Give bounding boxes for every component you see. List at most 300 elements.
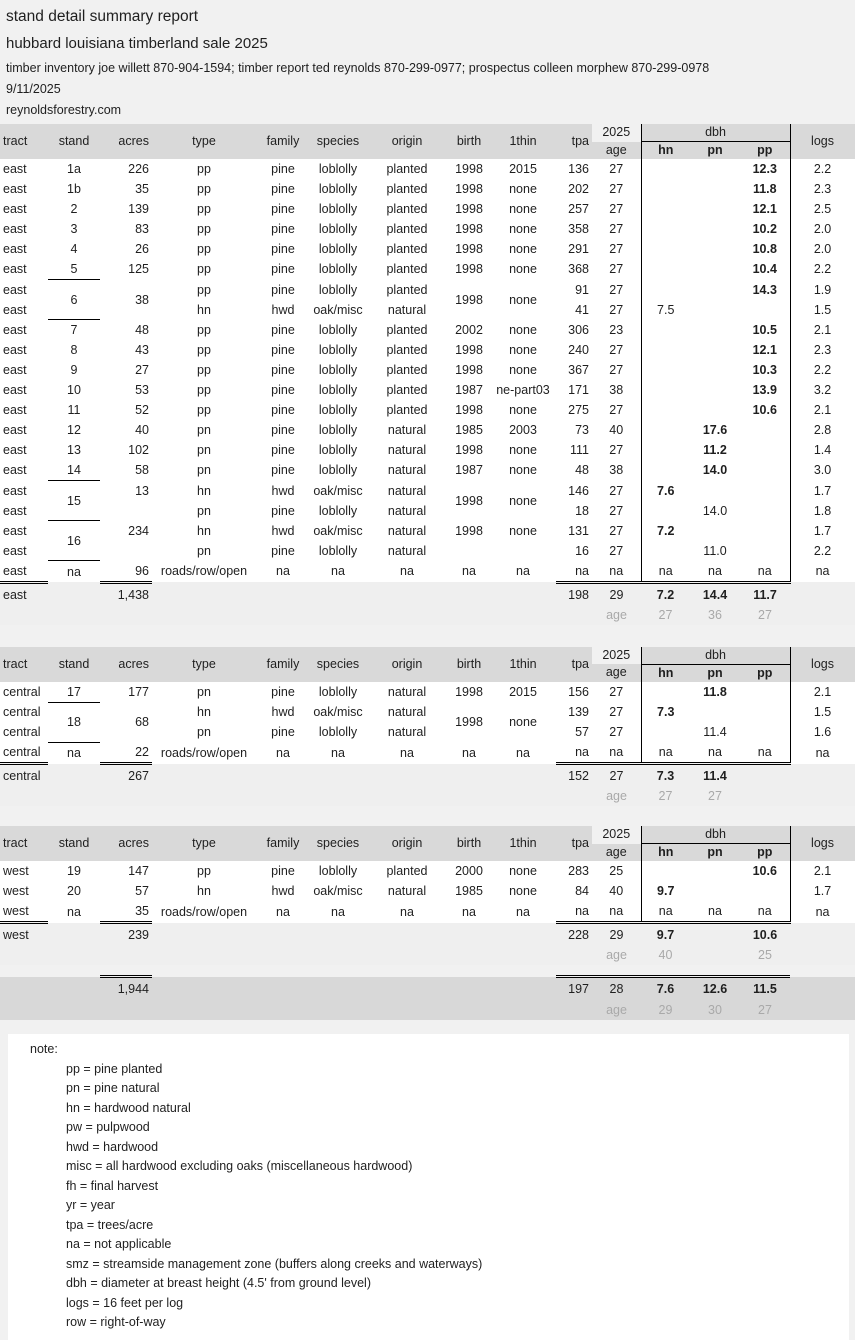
cell-species: loblolly — [310, 722, 366, 742]
cell-thin: na — [490, 561, 556, 583]
summary-cell-acres: 1,438 — [100, 582, 152, 606]
summary-cell-pp: 10.6 — [740, 923, 790, 947]
stand-tables — [0, 124, 855, 1020]
summary-age-cell-thin — [490, 787, 556, 806]
cell-tract: east — [0, 179, 48, 199]
cell-family: pine — [256, 861, 310, 881]
cell-tract: east — [0, 440, 48, 460]
cell-thin: none — [490, 340, 556, 360]
cell-family: pine — [256, 280, 310, 300]
col-header-tpa: tpa — [556, 124, 592, 159]
cell-acres: 22 — [100, 742, 152, 764]
cell-pn — [690, 861, 740, 881]
cell-species: loblolly — [310, 159, 366, 179]
cell-thin: none — [490, 320, 556, 341]
cell-species: loblolly — [310, 501, 366, 521]
cell-thin: none — [490, 199, 556, 219]
cell-birth: 1998 — [448, 179, 490, 199]
summary-age-cell-species — [310, 787, 366, 806]
cell-logs: 1.8 — [790, 501, 855, 521]
summary-cell-thin — [490, 977, 556, 1002]
cell-species: loblolly — [310, 541, 366, 561]
cell-type: hn — [152, 481, 256, 501]
cell-family: hwd — [256, 521, 310, 541]
cell-type: pp — [152, 219, 256, 239]
col-header-tpa: tpa — [556, 647, 592, 682]
note-item: fh = final harvest — [66, 1178, 159, 1193]
summary-cell-birth — [448, 923, 490, 947]
summary-age-cell-family — [256, 606, 310, 625]
cell-type: pn — [152, 460, 256, 481]
cell-stand: 2 — [48, 199, 100, 219]
cell-hn: 7.3 — [641, 702, 690, 722]
cell-age: 27 — [592, 179, 641, 199]
cell-family: pine — [256, 420, 310, 440]
cell-tract: east — [0, 561, 48, 583]
cell-logs: 1.9 — [790, 280, 855, 300]
cell-family: pine — [256, 360, 310, 380]
summary-age-cell-species — [310, 946, 366, 965]
summary-cell-age: 29 — [592, 923, 641, 947]
summary-age-cell-thin — [490, 1001, 556, 1020]
cell-age: na — [592, 561, 641, 583]
summary-age-cell-thin — [490, 946, 556, 965]
cell-type: hn — [152, 300, 256, 320]
cell-stand: na — [48, 561, 100, 583]
cell-age: 38 — [592, 380, 641, 400]
notes-heading: note: — [30, 1042, 58, 1056]
cell-family: pine — [256, 320, 310, 341]
summary-age-cell-age: age — [592, 1001, 641, 1020]
cell-age: 27 — [592, 521, 641, 541]
note-item: hn = hardwood natural — [66, 1100, 191, 1115]
cell-hn: na — [641, 901, 690, 923]
summary-age-cell-acres — [100, 1001, 152, 1020]
cell-acres — [100, 541, 152, 561]
cell-tpa: 275 — [556, 400, 592, 420]
summary-age-cell-tract — [0, 606, 48, 625]
summary-cell-logs — [790, 582, 855, 606]
cell-tpa: 57 — [556, 722, 592, 742]
cell-logs: 1.5 — [790, 300, 855, 320]
summary-age-cell-tpa — [556, 787, 592, 806]
col-header-acres: acres — [100, 124, 152, 159]
cell-thin: none — [490, 702, 556, 742]
cell-stand: 11 — [48, 400, 100, 420]
cell-logs: na — [790, 742, 855, 764]
cell-tract: east — [0, 239, 48, 259]
cell-pp: 10.4 — [740, 259, 790, 280]
cell-species: loblolly — [310, 460, 366, 481]
cell-tpa: 368 — [556, 259, 592, 280]
cell-pp: 10.3 — [740, 360, 790, 380]
summary-row — [0, 764, 855, 788]
cell-tpa: 202 — [556, 179, 592, 199]
cell-acres: 35 — [100, 179, 152, 199]
cell-hn: na — [641, 742, 690, 764]
cell-tract: east — [0, 159, 48, 179]
cell-type: pn — [152, 420, 256, 440]
summary-age-cell-family — [256, 946, 310, 965]
summary-cell-logs — [790, 977, 855, 1002]
summary-cell-origin — [366, 582, 448, 606]
cell-acres: 139 — [100, 199, 152, 219]
cell-species: loblolly — [310, 239, 366, 259]
summary-cell-tpa: 152 — [556, 764, 592, 788]
col-header-species: species — [310, 826, 366, 861]
cell-logs: 1.4 — [790, 440, 855, 460]
summary-age-cell-birth — [448, 606, 490, 625]
note-item: na = not applicable — [66, 1237, 172, 1251]
table-row — [0, 420, 855, 440]
cell-stand: 10 — [48, 380, 100, 400]
cell-hn — [641, 239, 690, 259]
cell-thin: none — [490, 259, 556, 280]
cell-tract: east — [0, 199, 48, 219]
cell-birth: 1998 — [448, 682, 490, 703]
summary-age-cell-type — [152, 1001, 256, 1020]
cell-thin: na — [490, 742, 556, 764]
cell-tract: east — [0, 420, 48, 440]
cell-age: 25 — [592, 861, 641, 881]
cell-age: 27 — [592, 400, 641, 420]
cell-birth: 1985 — [448, 420, 490, 440]
cell-species: oak/misc — [310, 881, 366, 901]
col-header-birth: birth — [448, 826, 490, 861]
cell-type: pp — [152, 400, 256, 420]
summary-cell-species — [310, 977, 366, 1002]
summary-age-cell-origin — [366, 606, 448, 625]
cell-thin: none — [490, 280, 556, 320]
cell-tpa: 136 — [556, 159, 592, 179]
col-header-year: 2025 — [592, 124, 641, 142]
summary-age-cell-species — [310, 606, 366, 625]
cell-pn — [690, 259, 740, 280]
cell-pn — [690, 280, 740, 300]
cell-acres: 96 — [100, 561, 152, 583]
col-header-logs: logs — [790, 647, 855, 682]
summary-age-cell-tract — [0, 787, 48, 806]
col-header-logs: logs — [790, 826, 855, 861]
cell-logs: na — [790, 561, 855, 583]
summary-age-cell-stand — [48, 606, 100, 625]
cell-tract: east — [0, 280, 48, 300]
cell-type: pp — [152, 320, 256, 341]
table-row — [0, 460, 855, 481]
col-header-origin: origin — [366, 826, 448, 861]
summary-cell-tract: central — [0, 764, 48, 788]
cell-type: pp — [152, 340, 256, 360]
cell-hn — [641, 159, 690, 179]
col-header-age: age — [592, 844, 641, 862]
summary-age-cell-origin — [366, 946, 448, 965]
cell-stand: 17 — [48, 682, 100, 703]
summary-cell-logs — [790, 764, 855, 788]
note-item: row = right-of-way — [66, 1315, 166, 1329]
cell-type: pp — [152, 280, 256, 300]
cell-type: pp — [152, 360, 256, 380]
cell-logs: 2.5 — [790, 199, 855, 219]
col-header-dbh: dbh — [641, 124, 790, 142]
note-item: pp = pine planted — [66, 1061, 163, 1076]
cell-birth: 1998 — [448, 199, 490, 219]
cell-stand: 1a — [48, 159, 100, 179]
cell-origin: natural — [366, 420, 448, 440]
col-header-year: 2025 — [592, 826, 641, 844]
cell-hn — [641, 501, 690, 521]
cell-pp — [740, 682, 790, 703]
cell-tpa: 367 — [556, 360, 592, 380]
summary-cell-age: 29 — [592, 582, 641, 606]
cell-acres — [100, 501, 152, 521]
table-row — [0, 702, 855, 722]
cell-acres: 35 — [100, 901, 152, 923]
cell-birth: 1998 — [448, 280, 490, 320]
cell-hn — [641, 682, 690, 703]
summary-cell-pn: 14.4 — [690, 582, 740, 606]
summary-cell-acres: 267 — [100, 764, 152, 788]
summary-age-cell-species — [310, 1001, 366, 1020]
summary-age-cell-acres — [100, 787, 152, 806]
summary-age-cell-type — [152, 787, 256, 806]
summary-cell-stand — [48, 923, 100, 947]
cell-tract: west — [0, 861, 48, 881]
cell-birth: 1998 — [448, 702, 490, 742]
table-header-row — [0, 124, 855, 142]
cell-species: loblolly — [310, 420, 366, 440]
cell-tract: east — [0, 400, 48, 420]
cell-pp — [740, 541, 790, 561]
table-row — [0, 320, 855, 341]
col-header-age: age — [592, 664, 641, 682]
cell-origin: planted — [366, 400, 448, 420]
col-header-thin: 1thin — [490, 124, 556, 159]
cell-pp: 10.2 — [740, 219, 790, 239]
cell-age: 27 — [592, 440, 641, 460]
cell-pp: 12.3 — [740, 159, 790, 179]
col-header-type: type — [152, 124, 256, 159]
cell-birth: 2002 — [448, 320, 490, 341]
col-header-acres: acres — [100, 826, 152, 861]
cell-pp: na — [740, 561, 790, 583]
cell-acres: 53 — [100, 380, 152, 400]
cell-tract: east — [0, 501, 48, 521]
table-row — [0, 280, 855, 300]
cell-age: 27 — [592, 501, 641, 521]
cell-pp: 12.1 — [740, 199, 790, 219]
cell-pp — [740, 521, 790, 541]
cell-tpa: na — [556, 561, 592, 583]
cell-acres: 52 — [100, 400, 152, 420]
summary-age-cell-pp: 25 — [740, 946, 790, 965]
cell-birth: 1998 — [448, 340, 490, 360]
cell-pp — [740, 501, 790, 521]
table-row — [0, 861, 855, 881]
cell-tpa: 171 — [556, 380, 592, 400]
summary-cell-type — [152, 764, 256, 788]
col-header-family: family — [256, 826, 310, 861]
cell-type: roads/row/open — [152, 901, 256, 923]
note-item: dbh = diameter at breast height (4.5' from ground level) — [66, 1276, 371, 1290]
summary-cell-type — [152, 977, 256, 1002]
note-item: hwd = hardwood — [66, 1139, 159, 1154]
cell-pn: na — [690, 561, 740, 583]
cell-origin: planted — [366, 360, 448, 380]
cell-origin: natural — [366, 881, 448, 901]
summary-cell-thin — [490, 582, 556, 606]
cell-hn: 7.6 — [641, 481, 690, 501]
stand-table-east — [0, 124, 855, 625]
cell-stand: 5 — [48, 259, 100, 280]
cell-thin: none — [490, 861, 556, 881]
cell-family: pine — [256, 400, 310, 420]
cell-tpa: 41 — [556, 300, 592, 320]
summary-cell-tract — [0, 977, 48, 1002]
cell-tpa: 131 — [556, 521, 592, 541]
cell-species: loblolly — [310, 199, 366, 219]
col-header-stand: stand — [48, 647, 100, 682]
summary-cell-type — [152, 923, 256, 947]
cell-type: hn — [152, 702, 256, 722]
cell-tpa: 306 — [556, 320, 592, 341]
cell-pn — [690, 320, 740, 341]
table-row — [0, 259, 855, 280]
summary-age-cell-origin — [366, 787, 448, 806]
summary-age-cell-age: age — [592, 787, 641, 806]
table-row — [0, 199, 855, 219]
cell-family: hwd — [256, 702, 310, 722]
cell-tract: east — [0, 259, 48, 280]
cell-thin: 2015 — [490, 159, 556, 179]
cell-type: pp — [152, 159, 256, 179]
cell-tpa: 18 — [556, 501, 592, 521]
report-contacts: timber inventory joe willett 870-904-1594; timber report ted reynolds 870-299-0977; prospectus colleen morphew 870-299-0978 — [6, 61, 710, 75]
cell-acres: 38 — [100, 280, 152, 320]
summary-cell-stand — [48, 582, 100, 606]
cell-logs: 2.0 — [790, 219, 855, 239]
table-row — [0, 881, 855, 901]
cell-origin: planted — [366, 280, 448, 300]
cell-origin: planted — [366, 179, 448, 199]
cell-age: 27 — [592, 682, 641, 703]
summary-age-cell-pn — [690, 946, 740, 965]
cell-stand: 19 — [48, 861, 100, 881]
cell-pn — [690, 199, 740, 219]
cell-logs: 1.5 — [790, 702, 855, 722]
report-title: stand detail summary report — [6, 8, 199, 25]
cell-family: hwd — [256, 881, 310, 901]
cell-acres: 57 — [100, 881, 152, 901]
note-item: pn = pine natural — [66, 1081, 160, 1095]
cell-pp: 13.9 — [740, 380, 790, 400]
cell-logs: 2.0 — [790, 239, 855, 259]
cell-origin: natural — [366, 501, 448, 521]
stand-table-west — [0, 826, 855, 965]
table-row — [0, 541, 855, 561]
cell-pp — [740, 460, 790, 481]
summary-age-cell-pn: 36 — [690, 606, 740, 625]
summary-age-row — [0, 787, 855, 806]
cell-stand: na — [48, 901, 100, 923]
summary-cell-hn: 7.6 — [641, 977, 690, 1002]
summary-cell-tract: west — [0, 923, 48, 947]
cell-tract: east — [0, 481, 48, 501]
summary-age-cell-pp — [740, 787, 790, 806]
cell-species: loblolly — [310, 280, 366, 300]
cell-family: pine — [256, 460, 310, 481]
cell-tpa: 291 — [556, 239, 592, 259]
cell-stand: 20 — [48, 881, 100, 901]
summary-age-cell-acres — [100, 606, 152, 625]
cell-tract: east — [0, 521, 48, 541]
cell-tpa: 240 — [556, 340, 592, 360]
cell-acres: 27 — [100, 360, 152, 380]
cell-logs: 3.2 — [790, 380, 855, 400]
col-header-acres: acres — [100, 647, 152, 682]
cell-type: pp — [152, 199, 256, 219]
cell-species: oak/misc — [310, 300, 366, 320]
cell-thin: none — [490, 239, 556, 259]
cell-acres: 43 — [100, 340, 152, 360]
cell-age: 38 — [592, 460, 641, 481]
cell-birth: na — [448, 901, 490, 923]
col-header-dbh: dbh — [641, 647, 790, 665]
summary-age-cell-origin — [366, 1001, 448, 1020]
cell-tpa: na — [556, 901, 592, 923]
cell-tract: east — [0, 340, 48, 360]
cell-pn — [690, 400, 740, 420]
report-subtitle: hubbard louisiana timberland sale 2025 — [6, 35, 268, 52]
cell-logs: 2.1 — [790, 682, 855, 703]
cell-birth: 1987 — [448, 460, 490, 481]
cell-age: na — [592, 742, 641, 764]
cell-species: loblolly — [310, 682, 366, 703]
cell-origin: natural — [366, 521, 448, 541]
cell-hn: 7.5 — [641, 300, 690, 320]
cell-logs: 2.2 — [790, 259, 855, 280]
summary-row — [0, 582, 855, 606]
col-header-family: family — [256, 124, 310, 159]
col-header-pn: pn — [690, 664, 740, 682]
cell-acres: 40 — [100, 420, 152, 440]
cell-hn — [641, 360, 690, 380]
col-header-pp: pp — [740, 844, 790, 862]
cell-species: oak/misc — [310, 481, 366, 501]
summary-age-row — [0, 946, 855, 965]
cell-species: loblolly — [310, 340, 366, 360]
col-header-pp: pp — [740, 664, 790, 682]
cell-logs: 2.2 — [790, 360, 855, 380]
cell-tpa: 139 — [556, 702, 592, 722]
summary-cell-family — [256, 977, 310, 1002]
cell-species: na — [310, 742, 366, 764]
summary-cell-origin — [366, 923, 448, 947]
cell-age: 27 — [592, 340, 641, 360]
cell-age: 27 — [592, 360, 641, 380]
cell-origin: planted — [366, 320, 448, 341]
summary-cell-tract: east — [0, 582, 48, 606]
cell-pp — [740, 722, 790, 742]
table-row — [0, 561, 855, 583]
cell-tpa: 16 — [556, 541, 592, 561]
summary-cell-pp: 11.5 — [740, 977, 790, 1002]
note-item: misc = all hardwood excluding oaks (miscellaneous hardwood) — [66, 1159, 413, 1173]
summary-cell-species — [310, 923, 366, 947]
col-header-type: type — [152, 647, 256, 682]
cell-family: na — [256, 901, 310, 923]
cell-origin: planted — [366, 199, 448, 219]
summary-cell-age: 28 — [592, 977, 641, 1002]
